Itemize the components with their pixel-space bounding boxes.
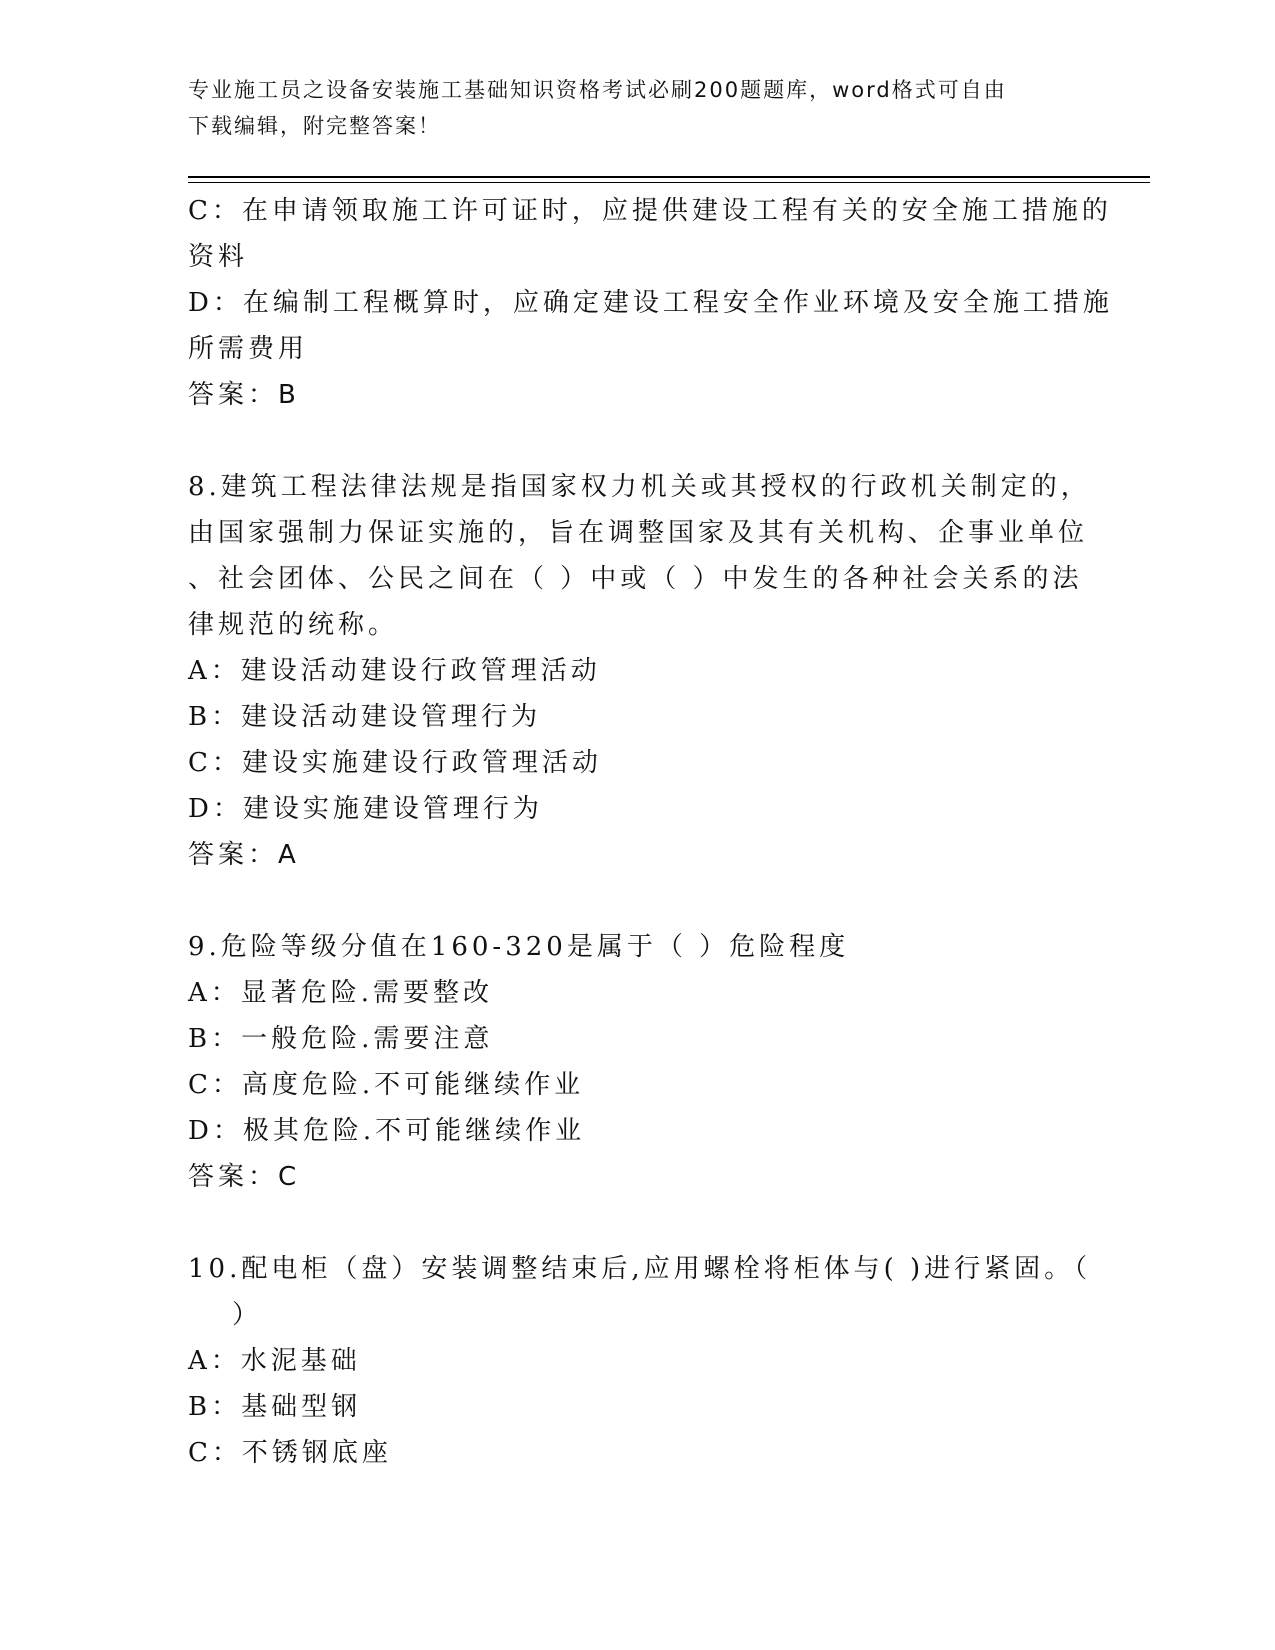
document-header [188, 72, 1068, 144]
question-10 [188, 1246, 1092, 1476]
spacer [188, 418, 1088, 464]
question-text-line-1: 9.危险等级分值在160-320是属于（ ）危险程度 [188, 932, 850, 962]
header-title-line-1: 专业施工员之设备安装施工基础知识资格考试必刷200题题库，word格式可自由 [188, 78, 1007, 102]
document-body [188, 188, 1113, 1476]
option-b: B：基础型钢 [188, 1392, 362, 1422]
header-rule-thick [188, 176, 1150, 178]
option-a: A：显著危险.需要整改 [188, 978, 494, 1008]
answer-label: 答案：C [188, 1162, 301, 1192]
header-title-line-2: 下载编辑，附完整答案！ [188, 114, 441, 138]
option-a: A：建设活动建设行政管理活动 [188, 656, 601, 686]
header-rule-thin [188, 182, 1150, 183]
question-text-line-3: 、社会团体、公民之间在（ ）中或（ ）中发生的各种社会关系的法 [188, 564, 1083, 594]
answer-label: 答案：B [188, 380, 300, 410]
option-c-line-1: C：在申请领取施工许可证时，应提供建设工程有关的安全施工措施的 [188, 196, 1112, 226]
question-8 [188, 464, 1091, 878]
question-text-line-1: 8.建筑工程法律法规是指国家权力机关或其授权的行政机关制定的， [188, 472, 1091, 502]
option-c: C：高度危险.不可能继续作业 [188, 1070, 585, 1100]
question-text-line-1: 10.配电柜（盘）安装调整结束后,应用螺栓将柜体与( )进行紧固。（ [188, 1254, 1092, 1284]
question-text-line-4: 律规范的统称。 [188, 610, 399, 640]
option-c: C：不锈钢底座 [188, 1438, 392, 1468]
spacer [188, 878, 1088, 924]
question-text-line-2: ） [232, 1300, 263, 1330]
answer-label: 答案：A [188, 840, 300, 870]
option-b: B：一般危险.需要注意 [188, 1024, 494, 1054]
option-d: D：极其危险.不可能继续作业 [188, 1116, 586, 1146]
spacer [188, 1200, 1088, 1246]
option-a: A：水泥基础 [188, 1346, 361, 1376]
option-c: C：建设实施建设行政管理活动 [188, 748, 602, 778]
option-b: B：建设活动建设管理行为 [188, 702, 542, 732]
question-text-line-2: 由国家强制力保证实施的，旨在调整国家及其有关机构、企事业单位 [188, 518, 1089, 548]
option-d-line-2: 所需费用 [188, 334, 309, 364]
question-7-continued [188, 188, 1113, 418]
option-d-line-1: D：在编制工程概算时，应确定建设工程安全作业环境及安全施工措施 [188, 288, 1113, 318]
option-d: D：建设实施建设管理行为 [188, 794, 543, 824]
question-9 [188, 924, 1088, 1200]
option-c-line-2: 资料 [188, 242, 249, 272]
